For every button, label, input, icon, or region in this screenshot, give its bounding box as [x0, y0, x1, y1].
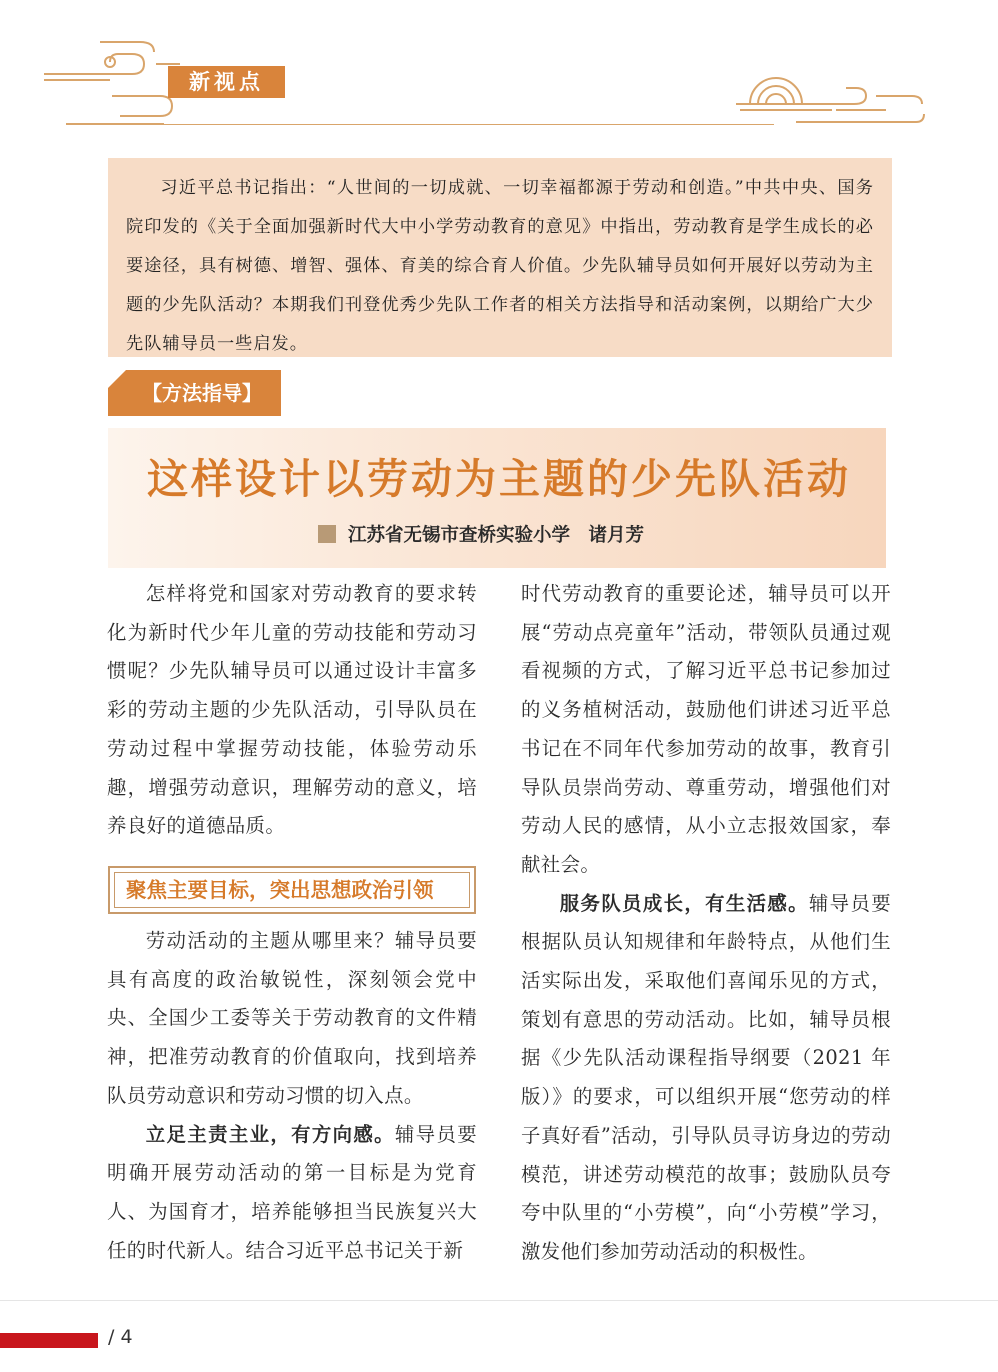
article-title: 这样设计以劳动为主题的少先队活动 [147, 455, 851, 503]
paragraph [521, 885, 891, 1272]
column-name-tag: 新视点 [168, 66, 285, 98]
paragraph-lead: 立足主责主业，有方向感。 [145, 1122, 395, 1146]
intro-box [108, 158, 892, 357]
right-column [521, 575, 891, 1272]
footer-red-bar [0, 1333, 98, 1348]
paragraph-lead: 服务队员成长，有生活感。 [559, 891, 809, 915]
header-rule [66, 124, 774, 125]
section-tag [108, 370, 281, 416]
paragraph-body: 辅导员要根据队员认知规律和年龄特点，从他们生活实际出发，采取他们喜闻乐见的方式，策划有意思的劳动活动。比如，辅导员根据《少先队活动课程指导纲要（2021 年版）》的要求，可以组织开展“您劳动的样子真好看”活动，引导队员寻访身边的劳动模范，讲述劳动模范的故事；鼓励队员夸夸中队里的“小劳模”，向“小劳模”学习，激发他们参加劳动活动的积极性。 [521, 891, 891, 1263]
paragraph: 时代劳动教育的重要论述，辅导员可以开展“劳动点亮童年”活动，带领队员通过观看视频的方式，了解习近平总书记参加过的义务植树活动，鼓励他们讲述习近平总书记在不同年代参加劳动的故事，教育引导队员崇尚劳动、尊重劳动，增强他们对劳动人民的感情，从小立志报效国家，奉献社会。 [521, 582, 891, 876]
sun-cloud-ornament-right [736, 60, 926, 132]
paragraph: 怎样将党和国家对劳动教育的要求转化为新时代少年儿童的劳动技能和劳动习惯呢？少先队辅导员可以通过设计丰富多彩的劳动主题的少先队活动，引导队员在劳动过程中掌握劳动技能，体验劳动乐趣，增强劳动意识，理解劳动的意义，培养良好的道德品质。 [107, 582, 477, 838]
byline-text: 江苏省无锡市查桥实验小学 诸月芳 [348, 525, 645, 546]
section-tag-label: 【方法指导】 [142, 381, 262, 405]
page-number: / 4 [108, 1326, 133, 1348]
cloud-ornament-left [40, 38, 180, 130]
paragraph-body: 辅导员要明确开展劳动活动的第一目标是为党育人、为国育才，培养能够担当民族复兴大任的时代新人。结合习近平总书记关于新 [107, 1122, 477, 1262]
left-column-bottom [107, 922, 477, 1270]
intro-text: 习近平总书记指出：“人世间的一切成就、一切幸福都源于劳动和创造。”中共中央、国务院印发的《关于全面加强新时代大中小学劳动教育的意见》中指出，劳动教育是学生成长的必要途径，具有树德、增智、强体、育美的综合育人价值。少先队辅导员如何开展好以劳动为主题的少先队活动？本期我们刊登优秀少先队工作者的相关方法指导和活动案例，以期给广大少先队辅导员一些启发。 [126, 178, 874, 354]
byline [318, 522, 644, 550]
footer-rule [0, 1300, 998, 1301]
subheading: 聚焦主要目标，突出思想政治引领 [126, 878, 434, 902]
paragraph: 劳动活动的主题从哪里来？辅导员要具有高度的政治敏锐性，深刻领会党中央、全国少工委等关于劳动教育的文件精神，把准劳动教育的价值取向，找到培养队员劳动意识和劳动习惯的切入点。 [107, 929, 477, 1107]
subheading-box [108, 866, 476, 914]
section-tag-notch [108, 370, 126, 388]
left-column-top [107, 575, 477, 846]
byline-square-icon [318, 525, 336, 543]
paragraph [107, 1116, 477, 1271]
